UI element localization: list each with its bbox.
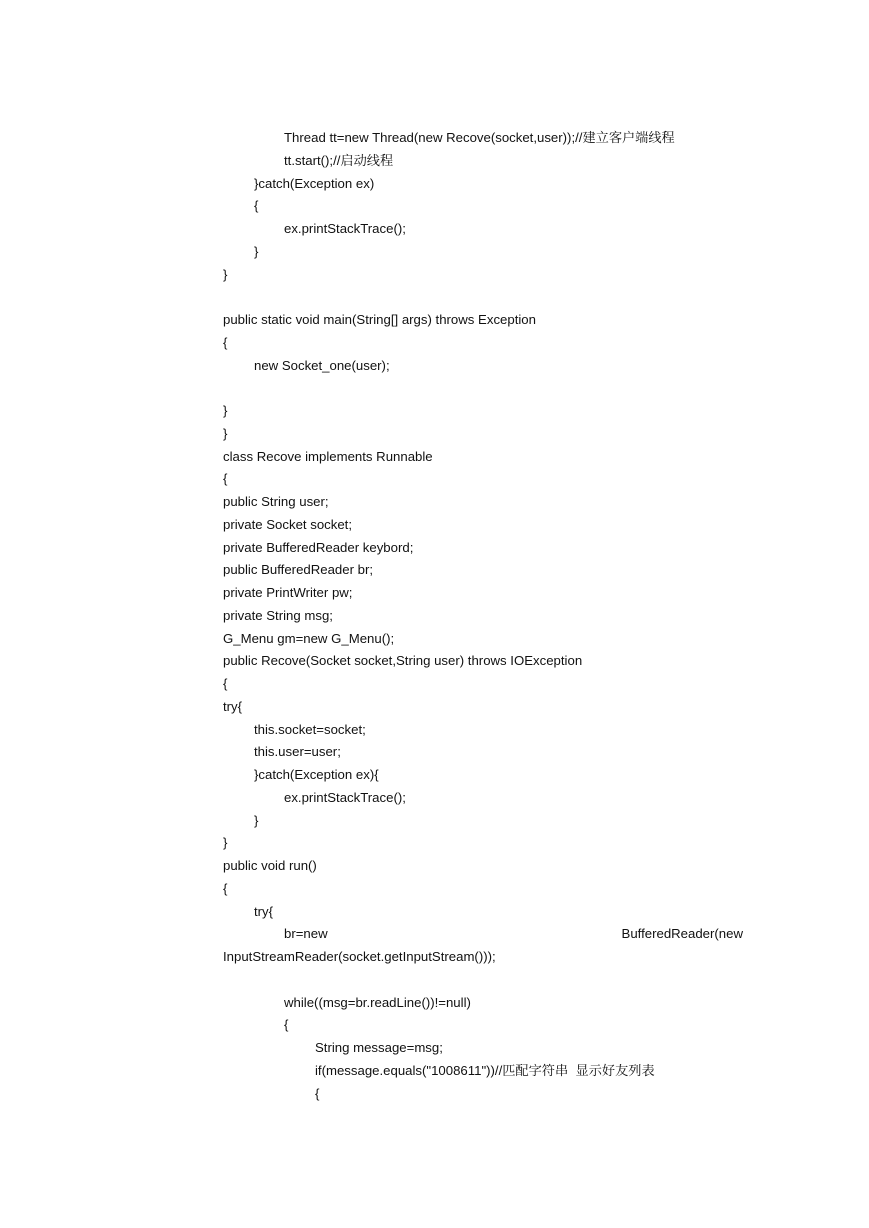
code-line: public void run() (223, 858, 317, 873)
code-line: InputStreamReader(socket.getInputStream())); (223, 949, 496, 964)
code-line: private BufferedReader keybord; (223, 539, 414, 555)
code-line: try{ (223, 698, 243, 714)
code-line: { (223, 880, 228, 896)
code-line: private String msg; (223, 607, 333, 623)
code-line: } (254, 812, 259, 828)
code-line: private PrintWriter pw; (223, 585, 353, 600)
code-line-blank (223, 377, 743, 400)
code-line: new Socket_one(user); (254, 357, 390, 373)
code-line: { (223, 676, 228, 691)
code-line: this.user=user; (254, 744, 341, 760)
code-line: { (223, 334, 228, 350)
code-line: try{ (254, 903, 274, 919)
code-line: String message=msg; (315, 1040, 443, 1055)
code-line: }catch(Exception ex){ (254, 767, 379, 782)
code-line: class Recove implements Runnable (223, 448, 433, 464)
code-line: } (223, 835, 228, 851)
code-line: } (223, 266, 228, 282)
code-line: private Socket socket; (223, 516, 353, 532)
code-line: { (254, 198, 259, 214)
code-block (223, 127, 743, 1105)
code-line: } (254, 243, 259, 259)
code-line-justified (223, 923, 743, 946)
code-line: public BufferedReader br; (223, 562, 374, 578)
code-line: ex.printStackTrace(); (284, 789, 406, 805)
code-line: Thread tt=new Thread(new Recove(socket,user));//建立客户端线程 (284, 130, 675, 145)
code-line: G_Menu gm=new G_Menu(); (223, 630, 395, 646)
code-line: }catch(Exception ex) (254, 175, 375, 191)
code-line: if(message.equals("1008611"))//匹配字符串 显示好友列表 (315, 1062, 655, 1078)
code-line-blank (223, 286, 743, 309)
code-line: public Recove(Socket socket,String user) throws IOException (223, 653, 583, 669)
code-line: ex.printStackTrace(); (284, 221, 406, 236)
code-line: tt.start();//启动线程 (284, 152, 394, 168)
code-line: { (223, 471, 228, 487)
code-line: { (284, 1017, 289, 1033)
code-line: this.socket=socket; (254, 721, 366, 737)
code-line: } (223, 403, 228, 418)
code-line: } (223, 425, 228, 441)
code-line: { (315, 1085, 320, 1101)
code-line: public static void main(String[] args) throws Exception (223, 312, 536, 327)
code-fragment: br=new (284, 926, 328, 942)
code-line: public String user; (223, 494, 329, 509)
code-line-blank (223, 969, 743, 992)
code-line: while((msg=br.readLine())!=null) (284, 994, 471, 1010)
code-fragment: BufferedReader(new (621, 926, 743, 942)
